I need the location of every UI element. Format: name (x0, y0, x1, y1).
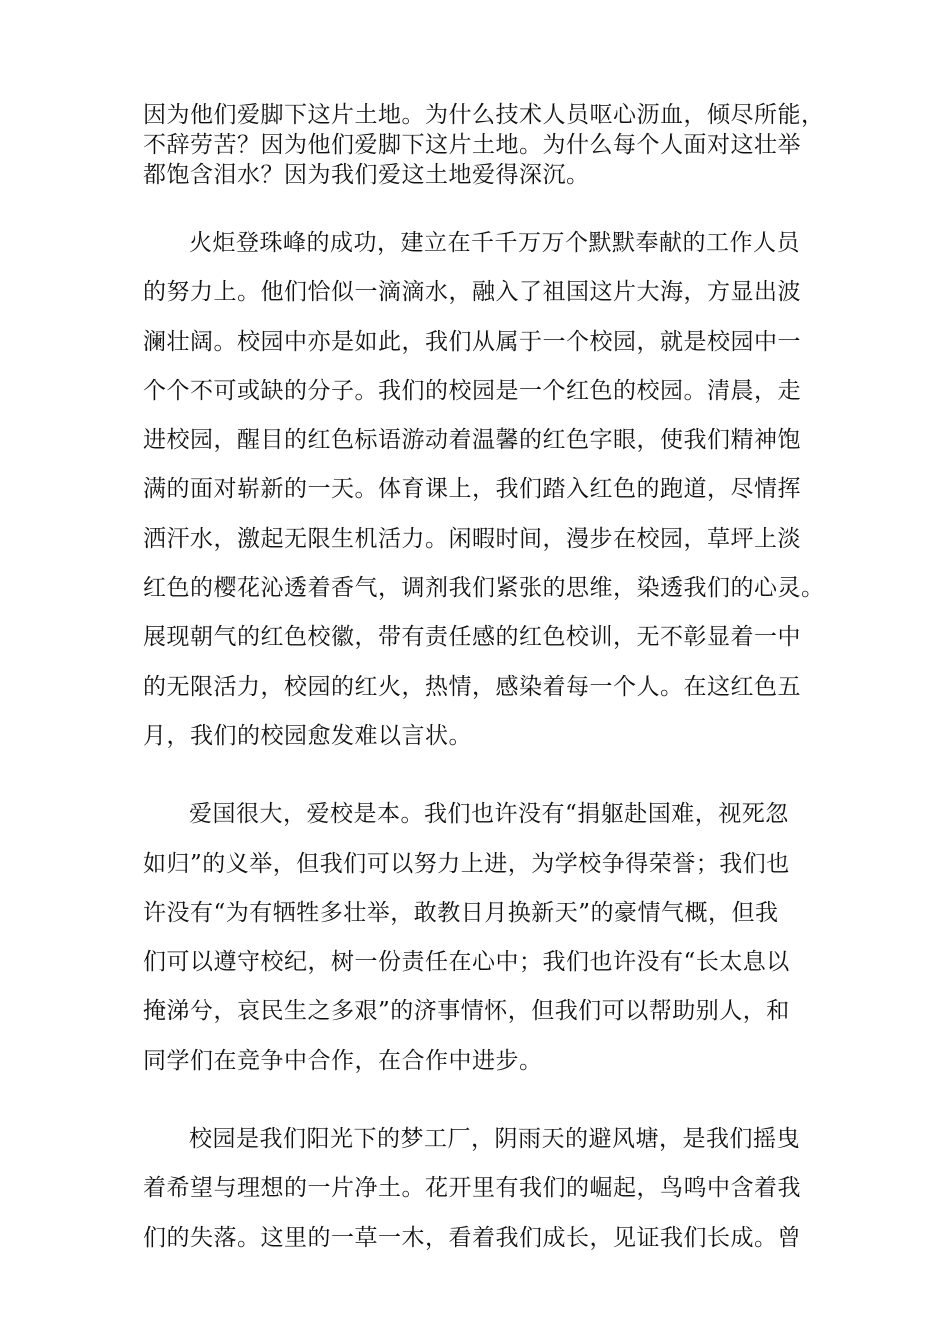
text-line: 的无限活力，校园的红火，热情，感染着每一个人。在这红色五 (143, 673, 801, 700)
paragraph-3 (143, 790, 811, 1086)
text-line: 的努力上。他们恰似一滴滴水，融入了祖国这片大海，方显出波 (143, 279, 801, 306)
document-page (143, 100, 825, 1263)
text-line: 展现朝气的红色校徽，带有责任感的红色校训，无不彰显着一中 (143, 624, 801, 651)
text-line: 不辞劳苦？因为他们爱脚下这片土地。为什么每个人面对这壮举 (143, 132, 801, 158)
text-line: 爱国很大，爱校是本。我们也许没有“捐躯赴国难，视死忽 (189, 801, 789, 828)
text-line: 红色的樱花沁透着香气，调剂我们紧张的思维，染透我们的心灵。 (143, 575, 825, 602)
text-line: 都饱含泪水？因为我们爱这土地爱得深沉。 (143, 162, 590, 188)
text-line: 们可以遵守校纪，树一份责任在心中；我们也许没有“长太息以 (143, 949, 790, 976)
text-line: 个个不可或缺的分子。我们的校园是一个红色的校园。清晨，走 (143, 377, 801, 404)
text-line: 掩涕兮，哀民生之多艰”的济事情怀，但我们可以帮助别人，和 (143, 998, 790, 1025)
text-line: 因为他们爱脚下这片土地。为什么技术人员呕心沥血，倾尽所能， (143, 102, 825, 128)
text-line: 们的失落。这里的一草一木，看着我们成长，见证我们长成。曾 (143, 1224, 801, 1251)
text-line: 月，我们的校园愈发难以言状。 (143, 722, 472, 749)
text-line: 澜壮阔。校园中亦是如此，我们从属于一个校园，就是校园中一 (143, 328, 801, 355)
paragraph-1 (143, 100, 825, 190)
text-line: 校园是我们阳光下的梦工厂，阴雨天的避风塘，是我们摇曳 (189, 1126, 800, 1153)
paragraph-4 (143, 1115, 811, 1263)
paragraph-2 (143, 219, 825, 761)
text-line: 进校园，醒目的红色标语游动着温馨的红色字眼，使我们精神饱 (143, 427, 801, 454)
text-line: 洒汗水，激起无限生机活力。闲暇时间，漫步在校园，草坪上淡 (143, 525, 801, 552)
text-line: 许没有“为有牺牲多壮举，敢教日月换新天”的豪情气概，但我 (143, 899, 779, 926)
text-line: 如归”的义举，但我们可以努力上进，为学校争得荣誉；我们也 (143, 850, 790, 877)
text-line: 火炬登珠峰的成功，建立在千千万万个默默奉献的工作人员 (189, 230, 800, 256)
text-line: 着希望与理想的一片净土。花开里有我们的崛起，鸟鸣中含着我 (143, 1175, 801, 1202)
text-line: 满的面对崭新的一天。体育课上，我们踏入红色的跑道，尽情挥 (143, 476, 801, 503)
text-line: 同学们在竞争中合作，在合作中进步。 (143, 1047, 543, 1074)
